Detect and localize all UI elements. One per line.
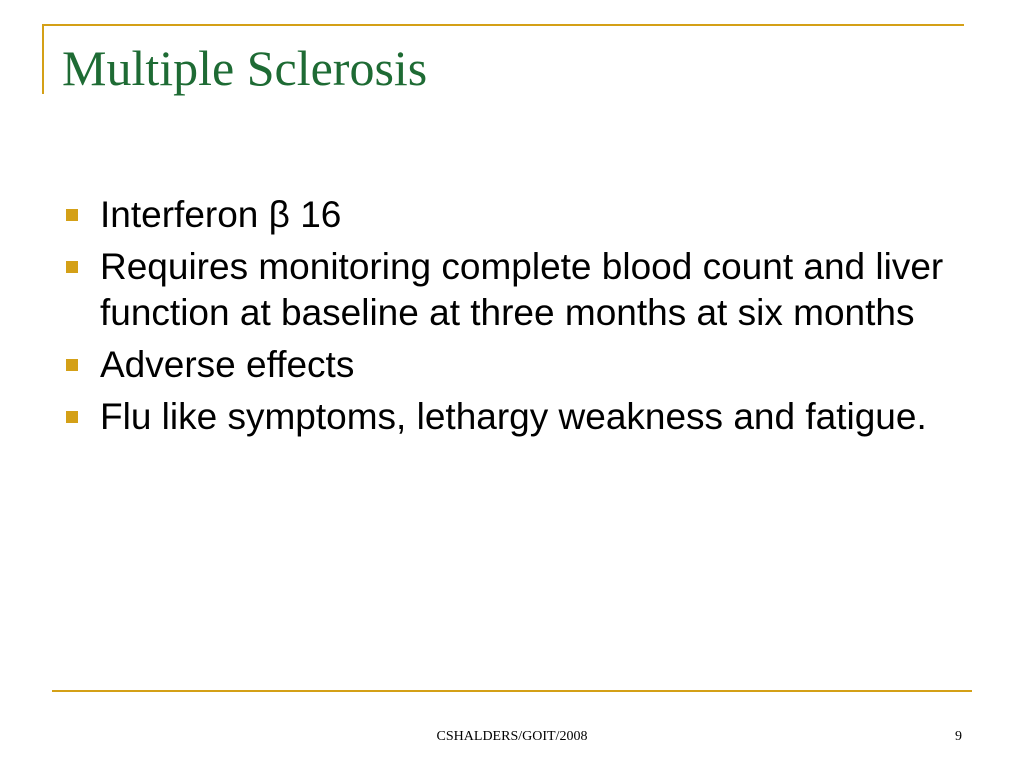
bullet-text: Flu like symptoms, lethargy weakness and fatigue. xyxy=(100,396,927,437)
square-bullet-icon xyxy=(66,411,78,423)
slide-title: Multiple Sclerosis xyxy=(62,40,428,96)
bullet-text: Requires monitoring complete blood count and liver function at baseline at three months at six months xyxy=(100,246,944,333)
bullet-item xyxy=(66,394,966,440)
title-frame-top-rule xyxy=(42,24,964,26)
bullet-item xyxy=(66,342,966,388)
bullet-text: Interferon β 16 xyxy=(100,194,342,235)
title-frame-left-rule xyxy=(42,24,44,94)
square-bullet-icon xyxy=(66,359,78,371)
page-number: 9 xyxy=(955,729,962,744)
bullet-item xyxy=(66,192,966,238)
square-bullet-icon xyxy=(66,261,78,273)
bullet-list xyxy=(66,192,966,446)
footer-rule xyxy=(52,690,972,692)
bullet-text: Adverse effects xyxy=(100,344,355,385)
square-bullet-icon xyxy=(66,209,78,221)
bullet-item xyxy=(66,244,966,336)
footer-text: CSHALDERS/GOIT/2008 xyxy=(436,729,588,744)
